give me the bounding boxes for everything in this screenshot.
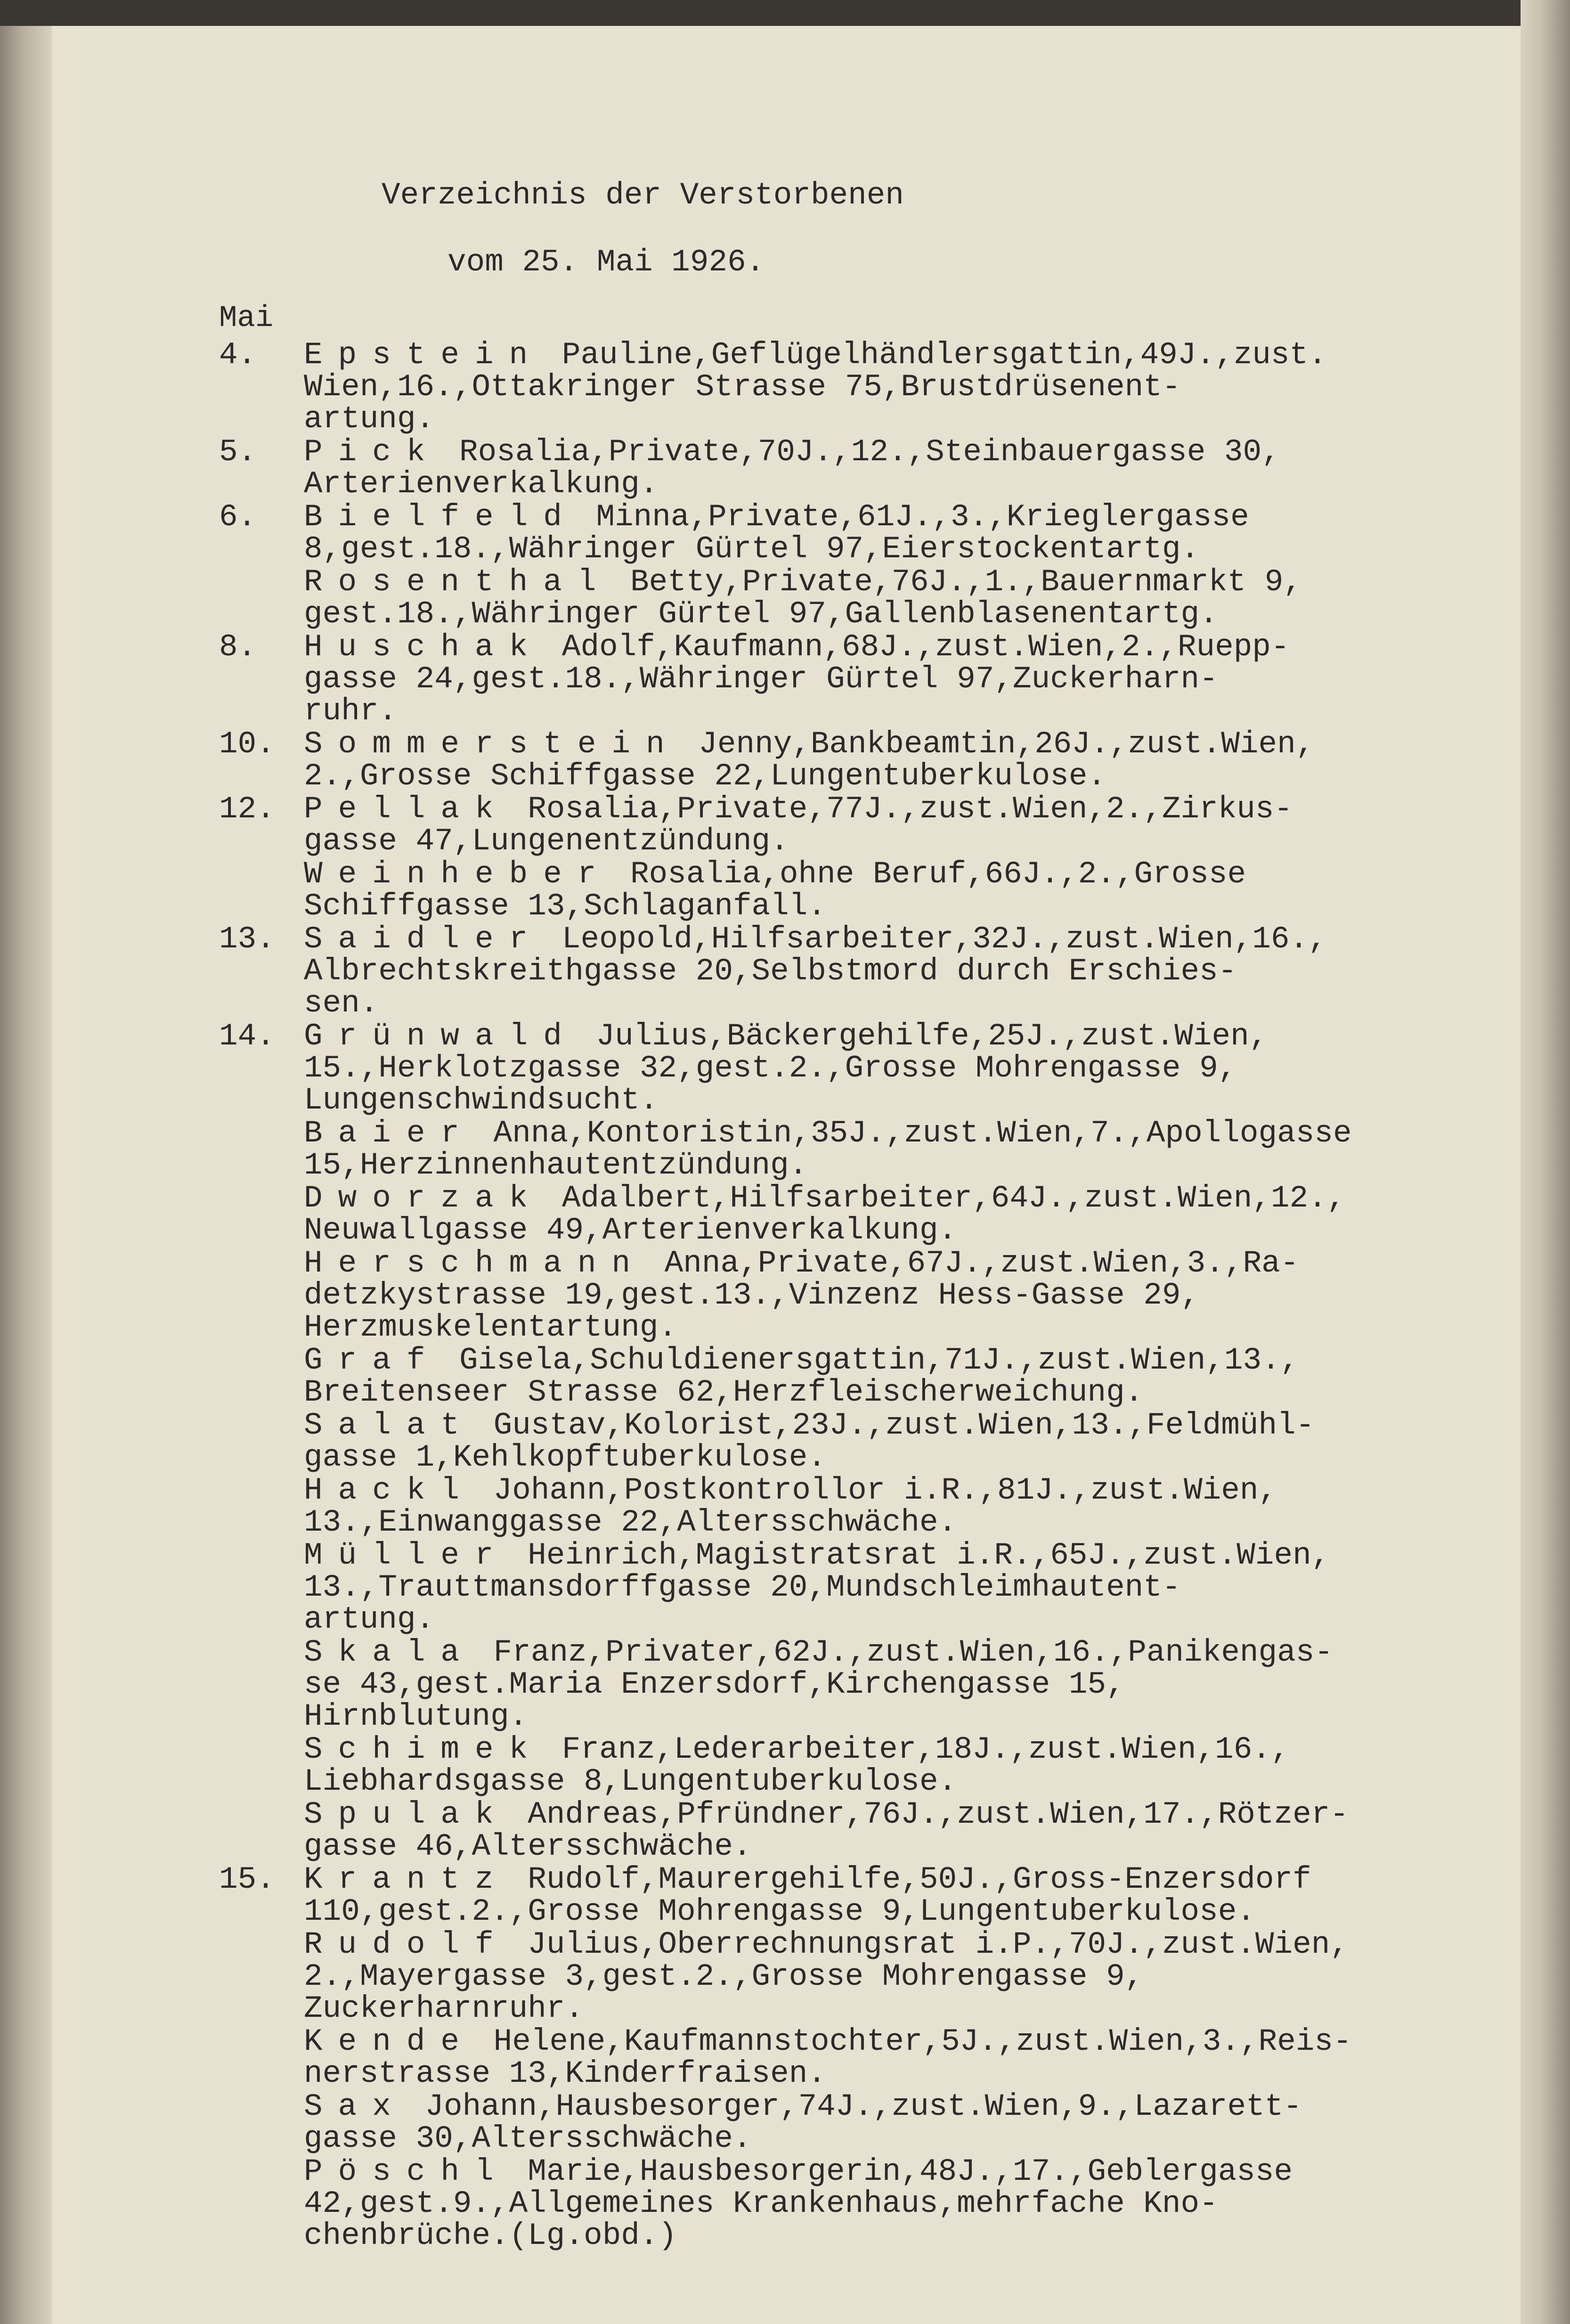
entry-surname: Kende: [304, 2024, 475, 2059]
register-entry: [219, 1734, 1472, 1798]
entry-details: Rosalia,ohne Beruf,66J.,2.,Grosse Schiffgasse 13,Schlaganfall.: [304, 856, 1246, 924]
register-entry: [219, 2091, 1472, 2155]
entry-surname: Salat: [304, 1408, 475, 1443]
entry-surname: Baier: [304, 1116, 475, 1151]
register-entry: [219, 728, 1472, 792]
register-entry: [219, 1540, 1472, 1636]
entry-details: Minna,Private,61J.,3.,Krieglergasse 8,gest.18.,Währinger Gürtel 97,Eierstockentartg.: [304, 499, 1249, 567]
entry-day: 12.: [219, 791, 275, 827]
document-title: Verzeichnis der Verstorbenen: [382, 178, 904, 213]
register-entry: [219, 1929, 1472, 2025]
register-entry: [219, 1410, 1472, 1474]
entry-details: Julius,Oberrechnungsrat i.P.,70J.,zust.Wien, 2.,Mayergasse 3,gest.2.,Grosse Mohrengasse 9, Zuckerharnruhr.: [304, 1927, 1349, 2026]
entry-day: 13.: [219, 921, 275, 957]
entry-details: Rosalia,Private,77J.,zust.Wien,2.,Zirkus- gasse 47,Lungenentzündung.: [304, 791, 1293, 859]
entry-details: Anna,Kontoristin,35J.,zust.Wien,7.,Apollogasse 15,Herzinnenhautentzündung.: [304, 1116, 1352, 1183]
entry-details: Rudolf,Maurergehilfe,50J.,Gross-Enzersdorf 110,gest.2.,Grosse Mohrengasse 9,Lungentuberkulose.: [304, 1862, 1311, 1929]
register-entry: [219, 339, 1472, 435]
entry-day: 15.: [219, 1862, 275, 1897]
register-entry: [219, 2026, 1472, 2090]
entry-details: Pauline,Geflügelhändlersgattin,49J.,zust. Wien,16.,Ottakringer Strasse 75,Brustdrüsenent- artung.: [304, 337, 1327, 437]
month-label: Mai: [219, 302, 274, 335]
entry-surname: Müller: [304, 1538, 509, 1573]
entry-details: Jenny,Bankbeamtin,26J.,zust.Wien, 2.,Grosse Schiffgasse 22,Lungentuberkulose.: [304, 726, 1315, 794]
entry-details: Andreas,Pfründner,76J.,zust.Wien,17.,Rötzer- gasse 46,Altersschwäche.: [304, 1797, 1349, 1864]
entry-surname: Hackl: [304, 1473, 475, 1508]
register-entry: [219, 1799, 1472, 1863]
entry-day: 4.: [219, 337, 257, 373]
register-entry: [219, 1475, 1472, 1539]
entry-surname: Rudolf: [304, 1927, 509, 1962]
entry-details: Rosalia,Private,70J.,12.,Steinbauergasse 30, Arterienverkalkung.: [304, 434, 1280, 502]
register-entry: [219, 436, 1472, 500]
entry-surname: Grünwald: [304, 1019, 578, 1054]
binding-gutter: [0, 0, 52, 2324]
register-entry: [219, 858, 1472, 922]
entry-day: 14.: [219, 1019, 275, 1054]
register-entry: [219, 1182, 1472, 1247]
register-entry: [219, 1345, 1472, 1409]
entry-day: 5.: [219, 434, 257, 470]
register-entry: [219, 566, 1472, 630]
entry-surname: Huschak: [304, 629, 544, 665]
entry-surname: Dworzak: [304, 1181, 544, 1216]
document-header: [382, 172, 904, 286]
entry-details: Franz,Privater,62J.,zust.Wien,16.,Panikengas- se 43,gest.Maria Enzersdorf,Kirchengasse 15, Hirnblutung.: [304, 1635, 1333, 1734]
entry-details: Gustav,Kolorist,23J.,zust.Wien,13.,Feldmühl- gasse 1,Kehlkopftuberkulose.: [304, 1408, 1315, 1475]
entry-surname: Rosenthal: [304, 564, 612, 600]
entry-details: Franz,Lederarbeiter,18J.,zust.Wien,16., Liebhardsgasse 8,Lungentuberkulose.: [304, 1732, 1290, 1799]
entry-details: Leopold,Hilfsarbeiter,32J.,zust.Wien,16., Albrechtskreithgasse 20,Selbstmord durch Erschies- sen.: [304, 921, 1327, 1021]
entry-surname: Saidler: [304, 921, 544, 957]
register-entry: [219, 501, 1472, 565]
register-entry: [219, 923, 1472, 1019]
register-entry: [219, 1020, 1472, 1117]
entry-details: Adalbert,Hilfsarbeiter,64J.,zust.Wien,12., Neuwallgasse 49,Arterienverkalkung.: [304, 1181, 1346, 1248]
entry-surname: Sax: [304, 2089, 407, 2124]
entry-details: Betty,Private,76J.,1.,Bauernmarkt 9, gest.18.,Währinger Gürtel 97,Gallenblasenentartg.: [304, 564, 1302, 632]
entry-surname: Pellak: [304, 791, 509, 827]
register-entry: [219, 1117, 1472, 1182]
register-entry: [219, 2156, 1472, 2252]
entry-surname: Krantz: [304, 1862, 509, 1897]
top-edge: [0, 0, 1570, 26]
register-entry: [219, 1864, 1472, 1928]
register-entry: [219, 631, 1472, 727]
entry-day: 10.: [219, 726, 275, 762]
entry-surname: Spulak: [304, 1797, 509, 1832]
entry-surname: Bielfeld: [304, 499, 578, 535]
entry-details: Johann,Postkontrollor i.R.,81J.,zust.Wien, 13.,Einwanggasse 22,Altersschwäche.: [304, 1473, 1277, 1540]
entry-surname: Weinheber: [304, 856, 612, 892]
entry-details: Gisela,Schuldienersgattin,71J.,zust.Wien,13., Breitenseer Strasse 62,Herzfleischerweichung.: [304, 1343, 1299, 1410]
entry-details: Heinrich,Magistratsrat i.R.,65J.,zust.Wien, 13.,Trauttmansdorffgasse 20,Mundschleimhautent- artung.: [304, 1538, 1330, 1637]
entry-surname: Pöschl: [304, 2154, 509, 2189]
entry-details: Helene,Kaufmannstochter,5J.,zust.Wien,3.,Reis- nerstrasse 13,Kinderfraisen.: [304, 2024, 1352, 2091]
entry-day: 8.: [219, 629, 257, 665]
entry-details: Johann,Hausbesorger,74J.,zust.Wien,9.,Lazarett- gasse 30,Altersschwäche.: [304, 2089, 1302, 2156]
entry-surname: Herschmann: [304, 1246, 646, 1281]
entry-surname: Epstein: [304, 337, 544, 373]
right-page-edge: [1521, 0, 1570, 2324]
register-entry: [219, 1248, 1472, 1344]
entry-surname: Sommerstein: [304, 726, 680, 762]
entry-surname: Pick: [304, 434, 441, 470]
entry-details: Julius,Bäckergehilfe,25J.,zust.Wien, 15.,Herklotzgasse 32,gest.2.,Grosse Mohrengasse 9, Lungenschwindsucht.: [304, 1019, 1268, 1118]
entry-details: Adolf,Kaufmann,68J.,zust.Wien,2.,Ruepp- gasse 24,gest.18.,Währinger Gürtel 97,Zuckerharn- ruhr.: [304, 629, 1290, 729]
entry-details: Anna,Private,67J.,zust.Wien,3.,Ra- detzkystrasse 19,gest.13.,Vinzenz Hess-Gasse 29, Herzmuskelentartung.: [304, 1246, 1299, 1345]
register-entry: [219, 793, 1472, 857]
entry-surname: Skala: [304, 1635, 475, 1670]
death-register-list: [219, 339, 1472, 2253]
entry-details: Marie,Hausbesorgerin,48J.,17.,Geblergasse 42,gest.9.,Allgemeines Krankenhaus,mehrfache Kno- chenbrüche.(Lg.obd.): [304, 2154, 1293, 2253]
register-entry: [219, 1637, 1472, 1733]
document-date: vom 25. Mai 1926.: [447, 245, 765, 280]
entry-surname: Schimek: [304, 1732, 544, 1767]
entry-surname: Graf: [304, 1343, 441, 1378]
entry-day: 6.: [219, 499, 257, 535]
